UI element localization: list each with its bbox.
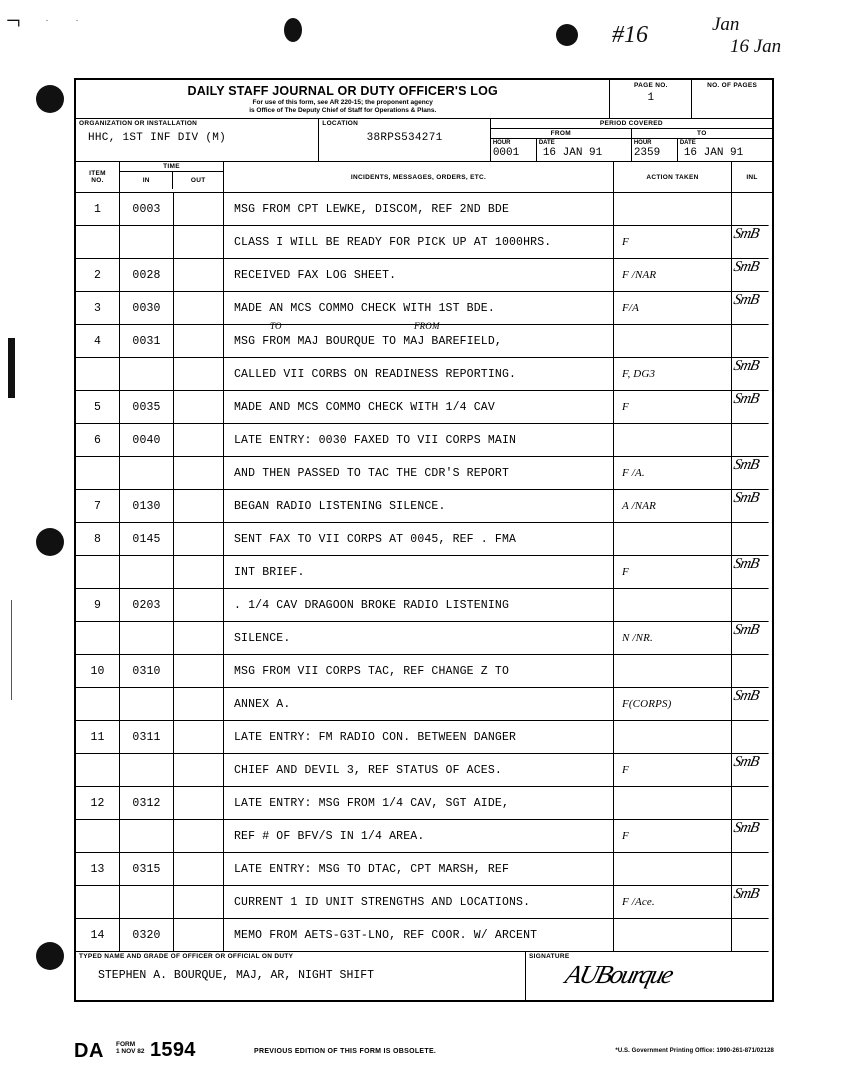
cell-action: F(CORPS) <box>614 688 732 721</box>
col-action-taken-label: ACTION TAKEN <box>646 173 699 181</box>
cell-initials: SmB <box>728 259 775 292</box>
to-hour-value: 2359 <box>633 147 661 160</box>
from-date-value: 16 JAN 91 <box>542 147 603 160</box>
col-inl <box>732 162 772 192</box>
col-item-no <box>76 162 120 192</box>
cell-time-in: 0040 <box>120 424 174 457</box>
margin-note-month: Jan <box>712 14 740 35</box>
cell-incident: SENT FAX TO VII CORPS AT 0045, REF . FMA <box>224 523 614 556</box>
organization-cell <box>76 119 319 161</box>
cell-item-no <box>76 622 120 655</box>
cell-initials <box>728 919 775 952</box>
cell-initials: SmB <box>728 688 775 721</box>
cell-incident <box>224 321 614 358</box>
cell-initials <box>728 721 775 754</box>
cell-incident: MADE AND MCS COMMO CHECK WITH 1/4 CAV <box>224 391 614 424</box>
table-row <box>76 457 772 490</box>
cell-initials: SmB <box>728 358 775 391</box>
cell-item-no: 4 <box>76 325 120 358</box>
cell-incident: AND THEN PASSED TO TAC THE CDR'S REPORT <box>224 457 614 490</box>
from-hour-cell <box>491 139 537 161</box>
cell-action <box>614 523 732 556</box>
table-row <box>76 919 772 952</box>
cell-item-no <box>76 226 120 259</box>
signature-label: SIGNATURE <box>529 953 570 961</box>
organization-value: HHC, 1ST INF DIV (M) <box>88 132 227 145</box>
cell-time-in: 0320 <box>120 919 174 952</box>
cell-incident: RECEIVED FAX LOG SHEET. <box>224 259 614 292</box>
col-item-no-label-1: ITEM <box>89 170 106 178</box>
no-of-pages-label: NO. OF PAGES <box>707 82 758 89</box>
cell-time-in <box>120 457 174 490</box>
cell-action <box>614 424 732 457</box>
da-form-1594 <box>74 78 774 1002</box>
location-value: 38RPS534271 <box>366 132 443 145</box>
scan-dot-left-3 <box>36 942 64 970</box>
col-item-no-label-2: NO. <box>91 177 104 185</box>
signature-cell <box>526 952 772 1000</box>
table-row <box>76 193 772 226</box>
cell-time-out <box>174 325 224 358</box>
col-time <box>120 162 224 192</box>
cell-incident: CHIEF AND DEVIL 3, REF STATUS OF ACES. <box>224 754 614 787</box>
scan-edge-line <box>11 600 12 700</box>
cell-time-out <box>174 886 224 919</box>
cell-item-no: 8 <box>76 523 120 556</box>
location-label: LOCATION <box>322 120 359 128</box>
cell-initials: SmB <box>728 556 775 589</box>
handwritten-insert-to: TO <box>270 321 282 332</box>
cell-initials <box>728 787 775 820</box>
cell-initials <box>728 424 775 457</box>
typed-name-value: STEPHEN A. BOURQUE, MAJ, AR, NIGHT SHIFT <box>98 969 375 983</box>
scan-speck-1: . <box>46 14 48 23</box>
da-form-label <box>116 1041 145 1055</box>
cell-time-out <box>174 226 224 259</box>
cell-time-out <box>174 490 224 523</box>
cell-initials: SmB <box>728 226 775 259</box>
period-covered-label: PERIOD COVERED <box>491 119 772 129</box>
table-row <box>76 391 772 424</box>
cell-action: F <box>614 556 732 589</box>
cell-action <box>614 655 732 688</box>
cell-time-out <box>174 754 224 787</box>
cell-action: F /NAR <box>614 259 732 292</box>
cell-incident: LATE ENTRY: MSG FROM 1/4 CAV, SGT AIDE, <box>224 787 614 820</box>
table-row <box>76 655 772 688</box>
cell-time-in: 0311 <box>120 721 174 754</box>
cell-action: F <box>614 391 732 424</box>
cell-item-no <box>76 754 120 787</box>
col-action-taken <box>614 162 732 192</box>
cell-initials <box>728 655 775 688</box>
cell-initials: SmB <box>728 391 775 424</box>
cell-item-no <box>76 457 120 490</box>
table-row <box>76 490 772 523</box>
col-incidents <box>224 162 614 192</box>
table-row <box>76 589 772 622</box>
cell-item-no <box>76 820 120 853</box>
to-date-cell <box>678 139 771 161</box>
cell-incident: BEGAN RADIO LISTENING SILENCE. <box>224 490 614 523</box>
cell-incident: MSG FROM CPT LEWKE, DISCOM, REF 2ND BDE <box>224 193 614 226</box>
scan-dot-left-2 <box>36 528 64 556</box>
to-date-value: 16 JAN 91 <box>683 147 744 160</box>
table-header-row <box>76 162 772 193</box>
period-to-label: TO <box>632 129 772 139</box>
col-time-in <box>120 172 173 189</box>
cell-time-out <box>174 259 224 292</box>
cell-incident: CLASS I WILL BE READY FOR PICK UP AT 1000HRS. <box>224 226 614 259</box>
table-row <box>76 259 772 292</box>
cell-item-no: 2 <box>76 259 120 292</box>
cell-action <box>614 325 732 358</box>
cell-incident: CALLED VII CORBS ON READINESS REPORTING. <box>224 358 614 391</box>
cell-incident: SILENCE. <box>224 622 614 655</box>
cell-incident: ANNEX A. <box>224 688 614 721</box>
signature-mark: AUBourque <box>562 960 675 990</box>
scan-dot-top-left <box>284 18 302 42</box>
cell-action <box>614 919 732 952</box>
organization-label: ORGANIZATION OR INSTALLATION <box>79 120 198 128</box>
typed-name-label: TYPED NAME AND GRADE OF OFFICER OR OFFICIAL ON DUTY <box>79 953 294 961</box>
scan-edge-bar <box>8 338 15 398</box>
cell-item-no: 9 <box>76 589 120 622</box>
da-form-label-line2: 1 NOV 82 <box>116 1048 145 1056</box>
table-row <box>76 622 772 655</box>
cell-initials: SmB <box>728 292 775 325</box>
cell-action <box>614 721 732 754</box>
cell-time-in: 0130 <box>120 490 174 523</box>
cell-time-out <box>174 457 224 490</box>
to-hour-label: HOUR <box>633 140 652 147</box>
cell-item-no: 12 <box>76 787 120 820</box>
cell-time-out <box>174 292 224 325</box>
cell-initials <box>728 589 775 622</box>
cell-initials <box>728 523 775 556</box>
cell-item-no: 1 <box>76 193 120 226</box>
period-from-block <box>491 129 632 161</box>
cell-time-out <box>174 622 224 655</box>
cell-time-in: 0003 <box>120 193 174 226</box>
cell-initials: SmB <box>728 622 775 655</box>
cell-time-out <box>174 688 224 721</box>
form-title: DAILY STAFF JOURNAL OR DUTY OFFICER'S LOG <box>187 84 498 98</box>
cell-action: F <box>614 754 732 787</box>
cell-action: F <box>614 820 732 853</box>
gpo-note: *U.S. Government Printing Office: 1990-261-871/02128 <box>615 1048 774 1054</box>
org-location-period-row <box>76 119 772 162</box>
cell-item-no: 10 <box>76 655 120 688</box>
col-inl-label: INL <box>746 173 758 181</box>
scan-dot-left-1 <box>36 85 64 113</box>
cell-incident: MADE AN MCS COMMO CHECK WITH 1ST BDE. <box>224 292 614 325</box>
form-subtitle-line2: is Office of The Deputy Chief of Staff for Operations & Plans. <box>249 107 437 115</box>
previous-edition-note: PREVIOUS EDITION OF THIS FORM IS OBSOLETE. <box>254 1048 437 1055</box>
col-time-label: TIME <box>120 162 223 172</box>
form-title-row <box>76 80 772 119</box>
cell-time-in <box>120 226 174 259</box>
page-no-label: PAGE NO. <box>634 82 668 89</box>
page-no-cell <box>610 80 692 118</box>
table-row <box>76 886 772 919</box>
cell-action: F /Ace. <box>614 886 732 919</box>
cell-action <box>614 787 732 820</box>
cell-time-out <box>174 391 224 424</box>
cell-incident: LATE ENTRY: MSG TO DTAC, CPT MARSH, REF <box>224 853 614 886</box>
cell-time-in: 0312 <box>120 787 174 820</box>
cell-action: F /A. <box>614 457 732 490</box>
cell-time-in <box>120 820 174 853</box>
cell-time-in: 0035 <box>120 391 174 424</box>
margin-note-date: 16 Jan <box>730 36 782 57</box>
cell-item-no: 14 <box>76 919 120 952</box>
cell-action: F <box>614 226 732 259</box>
from-date-label: DATE <box>538 140 555 147</box>
cell-item-no <box>76 358 120 391</box>
table-row <box>76 424 772 457</box>
cell-time-in: 0031 <box>120 325 174 358</box>
cell-initials <box>728 193 775 226</box>
cell-incident: CURRENT 1 ID UNIT STRENGTHS AND LOCATIONS. <box>224 886 614 919</box>
cell-action: F, DG3 <box>614 358 732 391</box>
cell-initials <box>728 853 775 886</box>
no-of-pages-cell <box>692 80 772 118</box>
cell-incident: . 1/4 CAV DRAGOON BROKE RADIO LISTENING <box>224 589 614 622</box>
from-hour-value: 0001 <box>492 147 520 160</box>
to-hour-cell <box>632 139 678 161</box>
table-row <box>76 321 772 358</box>
cell-item-no: 3 <box>76 292 120 325</box>
da-form-label-line1: FORM <box>116 1041 136 1048</box>
table-row <box>76 754 772 787</box>
scan-dot-top-right <box>556 24 578 46</box>
cell-action: F/A <box>614 292 732 325</box>
col-incidents-label: INCIDENTS, MESSAGES, ORDERS, ETC. <box>350 173 487 181</box>
handwritten-insert-from: FROM <box>414 321 440 332</box>
cell-time-out <box>174 358 224 391</box>
period-to-block <box>632 129 772 161</box>
cell-time-in <box>120 556 174 589</box>
table-row <box>76 688 772 721</box>
cell-time-out <box>174 589 224 622</box>
table-row <box>76 556 772 589</box>
from-date-cell <box>537 139 631 161</box>
cell-item-no: 13 <box>76 853 120 886</box>
cell-time-out <box>174 193 224 226</box>
cell-incident: INT BRIEF. <box>224 556 614 589</box>
cell-time-out <box>174 424 224 457</box>
cell-time-out <box>174 655 224 688</box>
scan-corner-mark: ¬ <box>6 6 21 35</box>
page-no-value: 1 <box>647 92 655 104</box>
cell-time-in: 0145 <box>120 523 174 556</box>
cell-time-out <box>174 919 224 952</box>
cell-time-out <box>174 523 224 556</box>
form-footer <box>76 952 772 1000</box>
cell-item-no: 7 <box>76 490 120 523</box>
cell-incident: LATE ENTRY: 0030 FAXED TO VII CORPS MAIN <box>224 424 614 457</box>
cell-time-in: 0028 <box>120 259 174 292</box>
cell-initials: SmB <box>728 820 775 853</box>
cell-action: A /NAR <box>614 490 732 523</box>
cell-item-no: 6 <box>76 424 120 457</box>
margin-note-number: #16 <box>612 22 648 48</box>
col-time-in-label: IN <box>142 177 150 185</box>
period-covered-cell <box>491 119 772 161</box>
cell-incident: MSG FROM VII CORPS TAC, REF CHANGE Z TO <box>224 655 614 688</box>
scan-speck-2: . <box>76 14 78 23</box>
period-from-label: FROM <box>491 129 631 139</box>
cell-time-in <box>120 688 174 721</box>
from-hour-label: HOUR <box>492 140 511 147</box>
table-row <box>76 523 772 556</box>
cell-item-no: 11 <box>76 721 120 754</box>
cell-item-no <box>76 556 120 589</box>
cell-incident-text: MSG FROM MAJ BOURQUE TO MAJ BAREFIELD, <box>234 334 502 348</box>
da-label: DA <box>74 1040 104 1062</box>
table-row <box>76 853 772 886</box>
cell-initials: SmB <box>728 754 775 787</box>
cell-time-out <box>174 787 224 820</box>
da-form-number: 1594 <box>150 1039 196 1061</box>
cell-time-in <box>120 886 174 919</box>
cell-initials: SmB <box>728 490 775 523</box>
form-identification-strip <box>74 1040 774 1062</box>
to-date-label: DATE <box>679 140 696 147</box>
cell-action <box>614 589 732 622</box>
cell-action <box>614 193 732 226</box>
form-title-block <box>76 80 610 118</box>
typed-name-cell <box>76 952 526 1000</box>
table-row <box>76 820 772 853</box>
cell-time-out <box>174 721 224 754</box>
table-row <box>76 721 772 754</box>
col-time-out-label: OUT <box>190 177 206 185</box>
cell-item-no <box>76 688 120 721</box>
cell-initials: SmB <box>728 457 775 490</box>
log-entries-table <box>76 193 772 952</box>
cell-time-in <box>120 754 174 787</box>
form-subtitle-line1: For use of this form, see AR 220-15; the proponent agency <box>252 99 433 106</box>
cell-time-in: 0030 <box>120 292 174 325</box>
cell-item-no <box>76 886 120 919</box>
cell-incident: REF # OF BFV/S IN 1/4 AREA. <box>224 820 614 853</box>
location-cell <box>319 119 491 161</box>
table-row <box>76 787 772 820</box>
table-row <box>76 226 772 259</box>
cell-time-in: 0315 <box>120 853 174 886</box>
cell-incident: LATE ENTRY: FM RADIO CON. BETWEEN DANGER <box>224 721 614 754</box>
cell-incident: MEMO FROM AETS-G3T-LNO, REF COOR. W/ ARCENT <box>224 919 614 952</box>
cell-time-out <box>174 853 224 886</box>
col-time-out <box>173 172 223 189</box>
cell-time-out <box>174 556 224 589</box>
cell-item-no: 5 <box>76 391 120 424</box>
table-row <box>76 358 772 391</box>
cell-time-in: 0203 <box>120 589 174 622</box>
cell-initials <box>728 325 775 358</box>
cell-time-in: 0310 <box>120 655 174 688</box>
cell-action <box>614 853 732 886</box>
cell-action: N /NR. <box>614 622 732 655</box>
cell-time-out <box>174 820 224 853</box>
cell-initials: SmB <box>728 886 775 919</box>
cell-time-in <box>120 358 174 391</box>
cell-time-in <box>120 622 174 655</box>
